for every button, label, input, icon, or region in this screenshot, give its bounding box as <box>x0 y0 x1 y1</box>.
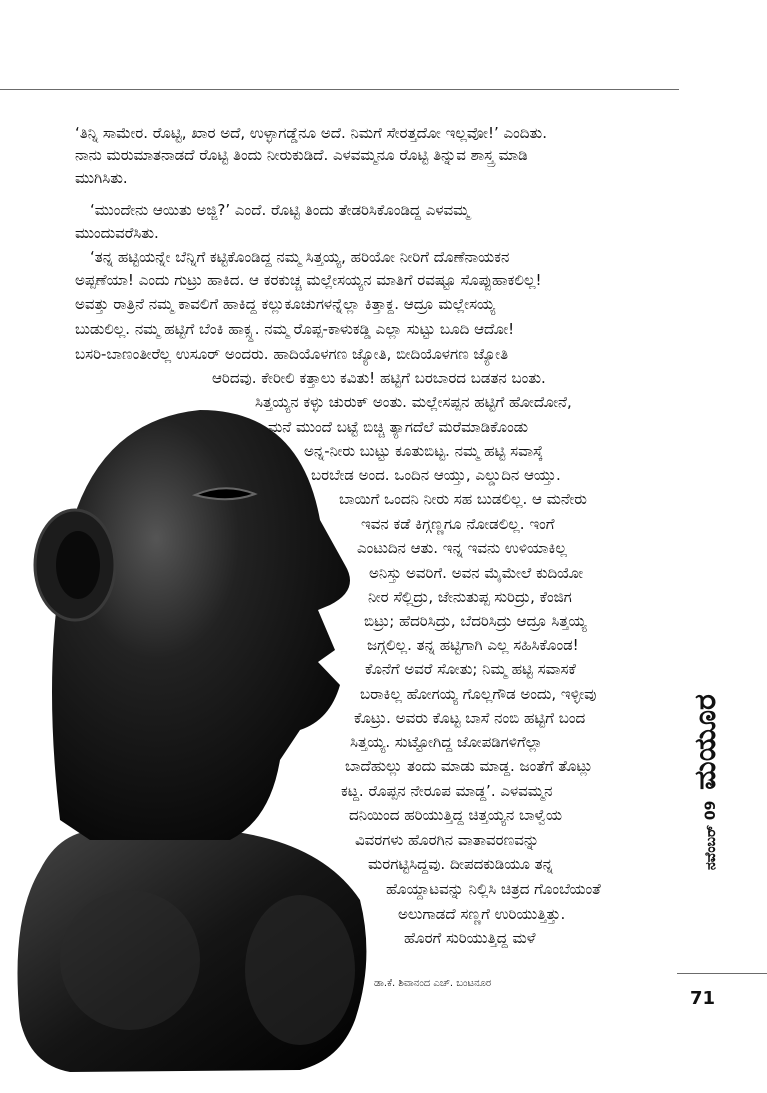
text-line: ವಿವರಗಳು ಹೊರಗಿನ ವಾತಾವರಣವನ್ನು <box>355 831 539 849</box>
text-line: ಮುಗಿಸಿತು. <box>75 169 128 187</box>
text-line: ದನಿಯಿಂದ ಹರಿಯುತ್ತಿದ್ದ ಚಿತ್ತಯ್ಯನ ಬಾಳ್ವೆಯ <box>349 806 563 824</box>
text-line: ಮರಗಟ್ಟಿಸಿದ್ದವು. ದೀಪದಕುಡಿಯೂ ತನ್ನ <box>368 855 553 873</box>
text-line: ಬರಾಕಿಲ್ಲ ಹೋಗಯ್ಯ ಗೊಲ್ಲಗೌಡ ಅಂದು, ಇಳ್ಳೀವು <box>360 685 597 703</box>
running-header <box>688 694 723 870</box>
issue-date: ನವೆಂಬರ್ 09 <box>703 800 719 870</box>
text-line: ಬಸರಿ-ಬಾಣಂತೀರೆಲ್ಲ ಉಸೂರ್ ಅಂದರು. ಹಾದಿಯೊಳಗಣ ಜ್ಯೋತಿ, ಬೀದಿಯೊಳಗಣ ಜ್ಯೋತಿ <box>75 345 509 363</box>
text-line: ಬಾಯಿಗೆ ಒಂದನಿ ನೀರು ಸಹ ಬುಡಲಿಲ್ಲ. ಆ ಮನೇರು <box>339 490 587 508</box>
text-line: ಎಂಟುದಿನ ಆತು. ಇನ್ನ ಇವನು ಉಳಿಯಾಕಿಲ್ಲ <box>357 539 567 557</box>
sculpture-image <box>0 400 370 1080</box>
bottom-rule <box>677 973 767 974</box>
text-line: ಹೊರಗೆ ಸುರಿಯುತ್ತಿದ್ದ ಮಳೆ <box>404 929 536 947</box>
text-line: ಅನ್ನ-ನೀರು ಬುಟ್ಟು ಕೂತುಬಿಟ್ಟ. ನಮ್ಮ ಹಟ್ಟಿ ಸವಾಸ್ಕೆ <box>304 442 543 460</box>
page-number: 71 <box>690 988 716 1009</box>
text-line: ಅನಿಸ್ತು ಅವರಿಗೆ. ಅವನ ಮೈಮೇಲೆ ಕುದಿಯೋ <box>369 564 584 582</box>
text-line: ಸಿತ್ತಯ್ಯನ ಕಳ್ಳು ಚುರುಕ್ ಅಂತು. ಮಲ್ಲೇಸಪ್ಪನ ಹಟ್ಟಿಗೆ ಹೋದೋನೆ, <box>255 393 572 411</box>
text-line: ‘ಮುಂದೇನು ಆಯಿತು ಅಜ್ಜಿ?’ ಎಂದೆ. ರೊಟ್ಟಿ ತಿಂದು ತೇಡರಿಸಿಕೊಂಡಿದ್ದ ಎಳವಮ್ಮ <box>90 201 470 219</box>
text-line: ಅಲುಗಾಡದೆ ಸಣ್ಣಗೆ ಉರಿಯುತ್ತಿತ್ತು. <box>398 905 566 923</box>
text-line: ಕಟ್ದ. ರೊಪ್ಪನ ನೇರೂಪ ಮಾಡ್ದ’. ಎಳವಮ್ಮನ <box>341 782 553 800</box>
photo-credit: ಡಾ.ಕೆ. ಶಿವಾನಂದ ಎಚ್. ಬಂಟನೂರ <box>374 978 492 989</box>
text-line: ಮುಂದುವರೆಸಿತು. <box>75 224 159 242</box>
text-line: ಸಿತ್ತಯ್ಯ. ಸುಟ್ಟೋಗಿದ್ದ ಜೋಪಡಿಗಳಿಗೆಲ್ಲಾ <box>350 733 543 751</box>
text-line: ಕೊಟ್ರು. ಅವರು ಕೊಟ್ಟ ಬಾಸೆ ನಂಬಿ ಹಟ್ಟಿಗೆ ಬಂದ <box>354 709 586 727</box>
text-line: ‘ತನ್ನ ಹಟ್ಟಿಯನ್ನೇ ಬೆನ್ನಿಗೆ ಕಟ್ಟಿಕೊಂಡಿದ್ದ ನಮ್ಮ ಸಿತ್ತಯ್ಯ, ಹರಿಯೋ ನೀರಿಗೆ ದೊಣೆನಾಯಕನ <box>90 248 510 266</box>
text-line: ಬಾದೆಹುಲ್ಲು ತಂದು ಮಾಡು ಮಾಡ್ದ. ಜಂತೆಗೆ ತೊಟ್ಲು <box>345 757 593 775</box>
text-line: ‘ತಿನ್ನಿ ಸಾಮೇರ. ರೊಟ್ಟಿ, ಖಾರ ಅದೆ, ಉಳ್ಳಾಗಡ್ಡೆನೂ ಅದೆ. ನಿಮಗೆ ಸೇರತ್ತದೋ ಇಲ್ಲವೋ!’ ಎಂದಿತು. <box>75 124 547 142</box>
text-line: ಆರಿದವು. ಕೇರೀಲಿ ಕತ್ತಾಲು ಕವಿತು! ಹಟ್ಟಿಗೆ ಬರಬಾರದ ಬಡತನ ಬಂತು. <box>212 369 546 387</box>
text-line: ಬಿಟ್ರು; ಹೆದರಿಸಿದ್ರು, ಬೆದರಿಸಿದ್ರು ಆದ್ರೂ ಸಿತ್ತಯ್ಯ <box>364 612 587 630</box>
text-line: ಮನೆ ಮುಂದೆ ಬಟ್ಟೆ ಬಿಚ್ಚಿ ತ್ಯಾಗದೆಲೆ ಮರೆಮಾಡಿಕೊಂಡು <box>268 418 529 436</box>
text-line: ಬುಡುಲಿಲ್ಲ. ನಮ್ಮ ಹಟ್ಟಿಗೆ ಬೆಂಕಿ ಹಾಕ್ಸ್ದ. ನಮ್ಮ ರೊಪ್ಪ-ಕಾಳುಕಡ್ಡಿ ಎಲ್ಲಾ ಸುಟ್ಟು ಬೂದಿ ಆದೋ! <box>75 320 515 338</box>
magazine-name: ಮಯೂರ <box>688 694 723 790</box>
text-line: ಅವತ್ತು ರಾತ್ರಿನೆ ನಮ್ಮ ಕಾವಲಿಗೆ ಹಾಕಿದ್ದ ಕಲ್ಲುಕೂಚುಗಳನ್ನೆಲ್ಲಾ ಕಿತ್ತಾಕ್ದ. ಆದ್ರೂ ಮಲ್ಲೇಸಯ್ಯ <box>75 295 496 313</box>
text-line: ಬರಬೇಡ ಅಂದ. ಒಂದಿನ ಆಯ್ತು, ಎಲ್ಡುದಿನ ಆಯ್ತು. <box>311 466 561 484</box>
text-line: ಜಗ್ಗಲಿಲ್ಲ. ತನ್ನ ಹಟ್ಟಿಗಾಗಿ ಎಲ್ಲ ಸಹಿಸಿಕೊಂಡ! <box>367 636 579 654</box>
text-line: ಕೊನೆಗೆ ಅವರೆ ಸೋತು; ನಿಮ್ಮ ಹಟ್ಟಿ ಸವಾಸಕೆ <box>365 660 576 678</box>
text-line: ಹೊಯ್ದಾಟವನ್ನು ನಿಲ್ಲಿಸಿ ಚಿತ್ರದ ಗೊಂಬೆಯಂತೆ <box>386 880 601 898</box>
text-line: ನೀರ ಸೆಲ್ಲಿದ್ರು, ಜೇನುತುಪ್ಪ ಸುರಿದ್ರು, ಕೆಂಜಿಗ <box>368 588 572 606</box>
text-line: ಇವನ ಕಡೆ ಕಿಗ್ಗಣ್ಣಗೂ ನೋಡಲಿಲ್ಲ. ಇಂಗೆ <box>361 515 555 533</box>
text-line: ಅಪ್ಪಣೆಯಾ! ಎಂದು ಗುಟ್ರು ಹಾಕಿದ. ಆ ಕರಕುಚ್ಚ ಮಲ್ಲೇಸಯ್ಯನ ಮಾತಿಗೆ ರವಷ್ಟೂ ಸೊಪ್ಪುಹಾಕಲಿಲ್ಲ! <box>75 271 542 289</box>
top-rule <box>0 89 679 90</box>
text-line: ನಾನು ಮರುಮಾತನಾಡದೆ ರೊಟ್ಟಿ ತಿಂದು ನೀರುಕುಡಿದೆ. ಎಳವಮ್ಮನೂ ರೊಟ್ಟಿ ತಿನ್ನುವ ಶಾಸ್ತ್ರ ಮಾಡಿ <box>75 146 528 164</box>
